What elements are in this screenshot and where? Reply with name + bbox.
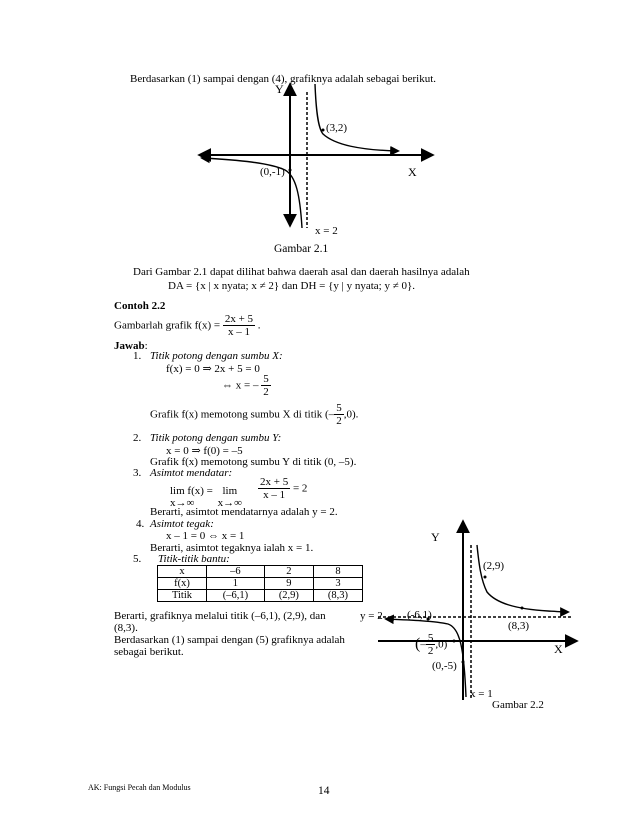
table-cell: 1: [206, 578, 264, 590]
step5-title: Titik-titik bantu:: [158, 553, 230, 565]
step3-number: 3.: [133, 467, 142, 479]
graph2-point-0-neg5: (0,-5): [432, 660, 457, 672]
step3-result: Berarti, asimtot mendatarnya adalah y = 2.: [150, 506, 338, 518]
table-cell: 9: [264, 578, 313, 590]
step1-number: 1.: [133, 350, 142, 362]
graph1-asymptote-label: x = 2: [315, 225, 338, 237]
step1-title: Titik potong dengan sumbu X:: [150, 350, 283, 362]
graph2-point-neg6-1: (-6,1): [407, 609, 432, 621]
graph1-caption: Gambar 2.1: [274, 243, 329, 255]
step2-title: Titik potong dengan sumbu Y:: [150, 432, 282, 444]
step3-title: Asimtot mendatar:: [150, 467, 233, 479]
step1-eq2: ⇔ x = – $\frac{5}{2}$: [222, 373, 269, 398]
step1-result-frac-den: 2: [336, 415, 342, 427]
answer-label: Jawab:: [114, 340, 148, 352]
table-cell: 8: [313, 566, 362, 578]
closing-line4: sebagai berikut.: [114, 646, 184, 658]
function-denominator: x – 1: [227, 326, 250, 338]
step4-eq: x – 1 = 0 ⇔ x = 1: [166, 530, 245, 542]
graph2-curve-left: [386, 619, 466, 697]
graph2-point-8-3: (8,3): [508, 620, 530, 632]
page-number: 14: [318, 785, 330, 797]
closing-line2: (8,3).: [114, 622, 138, 634]
graph1-x-label: X: [408, 165, 417, 179]
table-cell: (–6,1): [206, 590, 264, 602]
table-cell: Titik: [158, 590, 207, 602]
graph2-xint-den: 2: [427, 645, 434, 657]
step4-result: Berarti, asimtot tegaknya ialah x = 1.: [150, 542, 314, 554]
intro-text: Berdasarkan (1) sampai dengan (4), grafiknya adalah sebagai berikut.: [130, 73, 437, 85]
closing-line1: Berarti, grafiknya melalui titik (–6,1), (2,9), dan: [114, 610, 326, 622]
example-prompt-text: Gambarlah grafik f(x) =: [114, 319, 221, 332]
table-cell: f(x): [158, 578, 207, 590]
table-cell: x: [158, 566, 207, 578]
step4-number: 4.: [136, 518, 145, 530]
graph2-x-label: X: [554, 642, 563, 656]
graph2-curve-right: [477, 545, 568, 612]
step5-number: 5.: [133, 553, 142, 565]
step3-eq-value: = 2: [292, 482, 308, 495]
example-prompt: Gambarlah grafik f(x) = $\frac{2x + 5}{x - 1}$ .: [114, 313, 261, 338]
table-cell: (2,9): [264, 590, 313, 602]
step1-frac-num: 5: [263, 373, 269, 385]
closing-line3: Berdasarkan (1) sampai dengan (5) grafiknya adalah: [114, 634, 345, 646]
example-heading: Contoh 2.2: [114, 300, 166, 312]
conclusion1-line2: DA = {x | x nyata; x ≠ 2} dan DH = {y | y nyata; y ≠ 0}.: [168, 280, 416, 292]
step3-lim1: lim f(x) = x→∞: [170, 485, 213, 509]
graph2-xint-num: 5: [427, 632, 434, 644]
step1-result-frac-num: 5: [336, 402, 342, 414]
graph2-asym-v-label: x = 1: [470, 688, 493, 700]
graph1-point-a: (3,2): [326, 122, 348, 134]
graph2-point-2-9: (2,9): [483, 560, 505, 572]
step4-title: Asimtot tegak:: [150, 518, 214, 530]
graph2-caption: Gambar 2.2: [492, 699, 544, 711]
function-numerator: 2x + 5: [224, 313, 254, 325]
step1-eq1: f(x) = 0 ⇒ 2x + 5 = 0: [166, 363, 260, 375]
graph1-y-label: Y: [275, 82, 284, 96]
step1-result: Grafik f(x) memotong sumbu X di titik (– $\frac{5}{2}$ ,0).: [150, 402, 359, 427]
step2-number: 2.: [133, 432, 142, 444]
table-cell: 3: [313, 578, 362, 590]
graph1-point-b: (0,-1): [260, 166, 285, 178]
graph2-asym-h-label: y = 2: [360, 610, 383, 622]
conclusion1-line1: Dari Gambar 2.1 dapat dilihat bahwa daerah asal dan daerah hasilnya adalah: [133, 266, 470, 278]
step3-frac-num: 2x + 5: [260, 476, 289, 488]
graph2-x-intercept: (– $\frac{5}{2}$ ,0): [415, 632, 448, 657]
table-cell: (8,3): [313, 590, 362, 602]
graph2-y-label: Y: [431, 530, 440, 544]
step3-lim2: lim x→∞: [217, 485, 242, 509]
table-cell: 2: [264, 566, 313, 578]
step2-result: Grafik f(x) memotong sumbu Y di titik (0, –5).: [150, 456, 357, 468]
step2-eq: x = 0 ⇒ f(0) = –5: [166, 445, 243, 457]
footer-left: AK: Fungsi Pecah dan Modulus: [88, 783, 191, 792]
step1-frac-den: 2: [263, 386, 269, 398]
step3-frac-den: x – 1: [263, 489, 286, 501]
table-cell: –6: [206, 566, 264, 578]
